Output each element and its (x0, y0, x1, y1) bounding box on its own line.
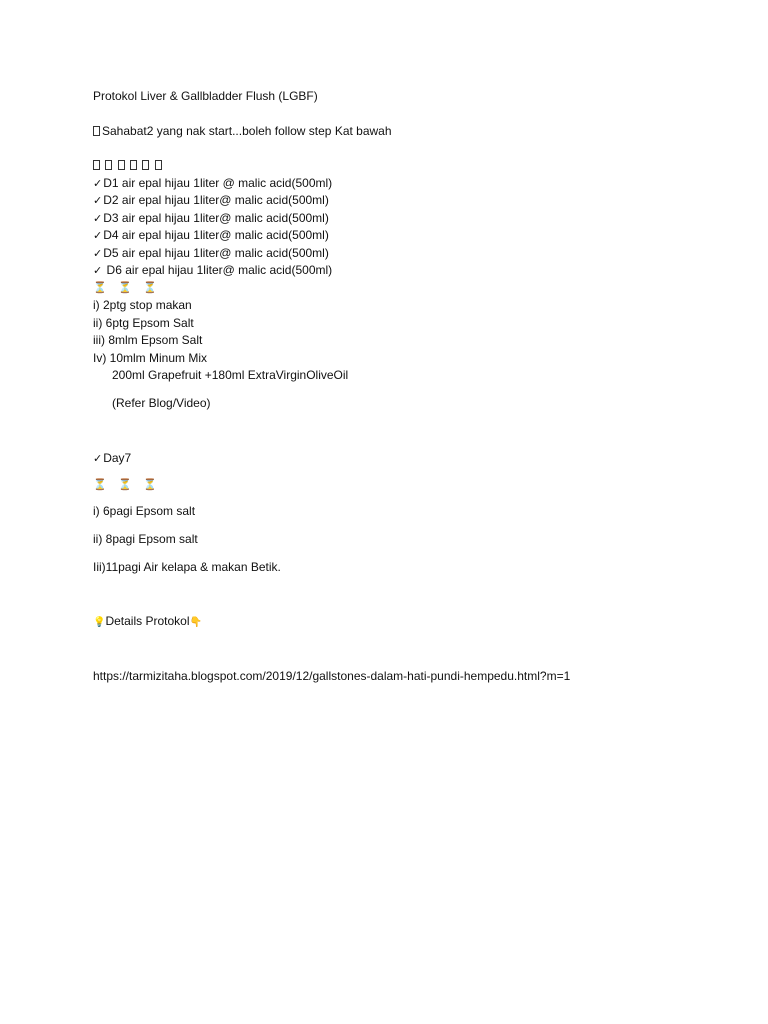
missing-glyph-icon (130, 160, 137, 170)
day-line-5 (93, 246, 329, 261)
check-mark-icon: ✓ (93, 452, 103, 465)
document-title: Protokol Liver & Gallbladder Flush (LGBF) (93, 89, 318, 103)
missing-glyph-icon (93, 126, 100, 136)
day-line-2 (93, 193, 329, 208)
glyph-box-row (93, 158, 164, 173)
details-label: Details Protokol (105, 614, 190, 628)
day-text: D2 air epal hijau 1liter@ malic acid(500ml) (103, 193, 329, 207)
missing-glyph-icon (93, 160, 100, 170)
day7-heading (93, 451, 131, 466)
missing-glyph-icon (105, 160, 112, 170)
details-heading (93, 614, 202, 630)
intro-line (93, 124, 392, 139)
day7-label: Day7 (103, 451, 132, 465)
day-text: D1 air epal hijau 1liter @ malic acid(500ml) (103, 176, 333, 190)
d6-step-3: iii) 8mlm Epsom Salt (93, 333, 203, 347)
refer-note: (Refer Blog/Video) (112, 396, 211, 410)
lightbulb-icon: 💡 (93, 617, 106, 628)
day-line-1 (93, 176, 332, 191)
missing-glyph-icon (155, 160, 162, 170)
day-line-3 (93, 211, 329, 226)
day-text: D5 air epal hijau 1liter@ malic acid(500ml) (103, 246, 329, 260)
intro-text: Sahabat2 yang nak start...boleh follow step Kat bawah (102, 124, 392, 138)
check-mark-icon: ✓ (93, 194, 103, 207)
pointing-down-icon: 👇 (189, 617, 202, 628)
missing-glyph-icon (142, 160, 149, 170)
day-text: D4 air epal hijau 1liter@ malic acid(500ml) (103, 228, 329, 242)
day-text: D6 air epal hijau 1liter@ malic acid(500ml) (103, 263, 333, 277)
mix-detail: 200ml Grapefruit +180ml ExtraVirginOliveOil (112, 368, 349, 382)
day-text: D3 air epal hijau 1liter@ malic acid(500ml) (103, 211, 329, 225)
check-mark-icon: ✓ (93, 247, 103, 260)
d6-step-4: Iv) 10mlm Minum Mix (93, 351, 208, 365)
d6-step-2: ii) 6ptg Epsom Salt (93, 316, 194, 330)
day7-step-3: Iii)11pagi Air kelapa & makan Betik. (93, 560, 281, 574)
day-line-6 (93, 263, 332, 278)
missing-glyph-icon (118, 160, 125, 170)
day-line-4 (93, 228, 329, 243)
day7-step-1: i) 6pagi Epsom salt (93, 504, 196, 518)
hourglass-row-icon: ⏳ ⏳ ⏳ (93, 281, 162, 294)
blog-link[interactable]: https://tarmizitaha.blogspot.com/2019/12/gallstones-dalam-hati-pundi-hempedu.html?m=1 (93, 669, 571, 683)
check-mark-icon: ✓ (93, 229, 103, 242)
check-mark-icon: ✓ (93, 212, 103, 225)
check-mark-icon: ✓ (93, 177, 103, 190)
check-mark-icon: ✓ (93, 264, 103, 277)
d6-step-1: i) 2ptg stop makan (93, 298, 192, 312)
hourglass-row-icon: ⏳ ⏳ ⏳ (93, 478, 162, 491)
day7-step-2: ii) 8pagi Epsom salt (93, 532, 198, 546)
